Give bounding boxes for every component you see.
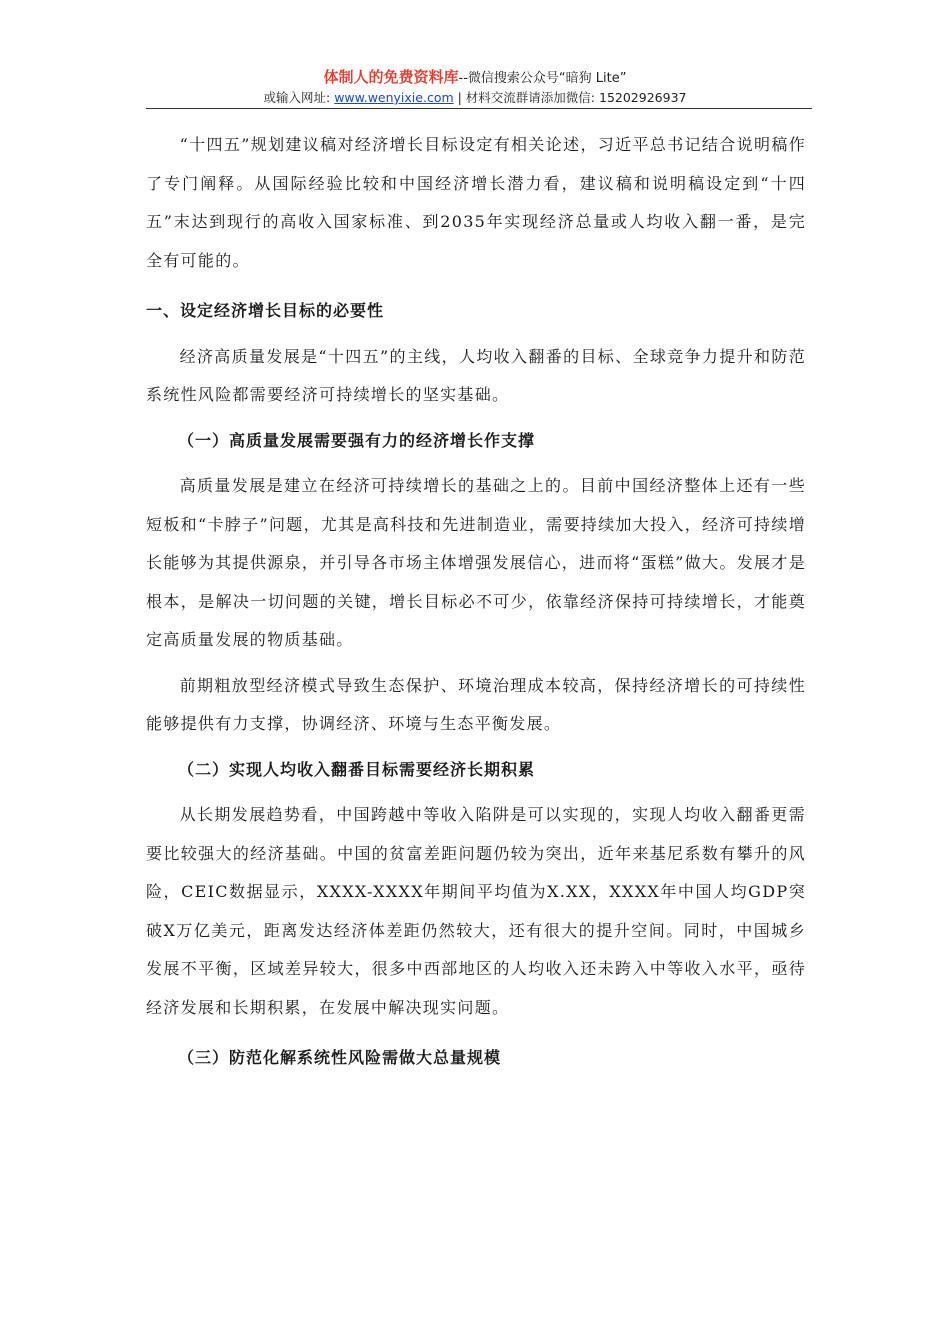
header-divider [146,108,812,109]
section-1-heading: 一、设定经济增长目标的必要性 [146,301,385,320]
header-subtitle: --微信搜索公众号“暗狗 Lite” [458,71,627,86]
header-site-link[interactable]: www.wenyixie.com [334,90,454,105]
document-body [146,126,806,1078]
subsection-2-paragraph: 从长期发展趋势看，中国跨越中等收入陷阱是可以实现的，实现人均收入翻番更需要比较强大的经济基础。中国的贫富差距问题仍较为突出，近年来基尼系数有攀升的风险，CEIC数据显示，XXXX-XXXX年期间平均值为X.XX，XXXX年中国人均GDP突破X万亿美元，距离发达经济体差距仍然较大，还有很大的提升空间。同时，中国城乡发展不平衡，区域差异较大，很多中西部地区的人均收入还未跨入中等收入水平，亟待经济发展和长期积累，在发展中解决现实问题。 [146,805,806,1017]
header-contact: | 材料交流群请添加微信: 15202926937 [457,90,687,105]
header-site-label: 或输入网址: [263,90,331,105]
subsection-1-heading: （一）高质量发展需要强有力的经济增长作支撑 [178,430,536,450]
subsection-2-heading: （二）实现人均收入翻番目标需要经济长期积累 [178,759,536,779]
header-title: 体制人的免费资料库 [323,68,459,86]
subsection-1-paragraph-1: 高质量发展是建立在经济可持续增长的基础之上的。目前中国经济整体上还有一些短板和“卡脖子”问题，尤其是高科技和先进制造业，需要持续加大投入，经济可持续增长能够为其提供源泉，并引导各市场主体增强发展信心，进而将“蛋糕”做大。发展才是根本，是解决一切问题的关键，增长目标必不可少，依靠经济保持可持续增长，才能奠定高质量发展的物质基础。 [146,476,806,649]
page-header [0,68,950,107]
subsection-1-paragraph-2: 前期粗放型经济模式导致生态保护、环境治理成本较高，保持经济增长的可持续性能够提供有力支撑，协调经济、环境与生态平衡发展。 [146,675,806,733]
header-line-2 [0,89,950,107]
intro-paragraph: “十四五”规划建议稿对经济增长目标设定有相关论述，习近平总书记结合说明稿作了专门阐释。从国际经验比较和中国经济增长潜力看，建议稿和说明稿设定到“十四五”末达到现行的高收入国家标准、到2035年实现经济总量或人均收入翻一番，是完全有可能的。 [146,135,806,270]
header-line-1 [0,68,950,88]
section-1-paragraph: 经济高质量发展是“十四五”的主线，人均收入翻番的目标、全球竞争力提升和防范系统性风险都需要经济可持续增长的坚实基础。 [146,346,806,404]
subsection-3-heading: （三）防范化解系统性风险需做大总量规模 [178,1048,502,1067]
